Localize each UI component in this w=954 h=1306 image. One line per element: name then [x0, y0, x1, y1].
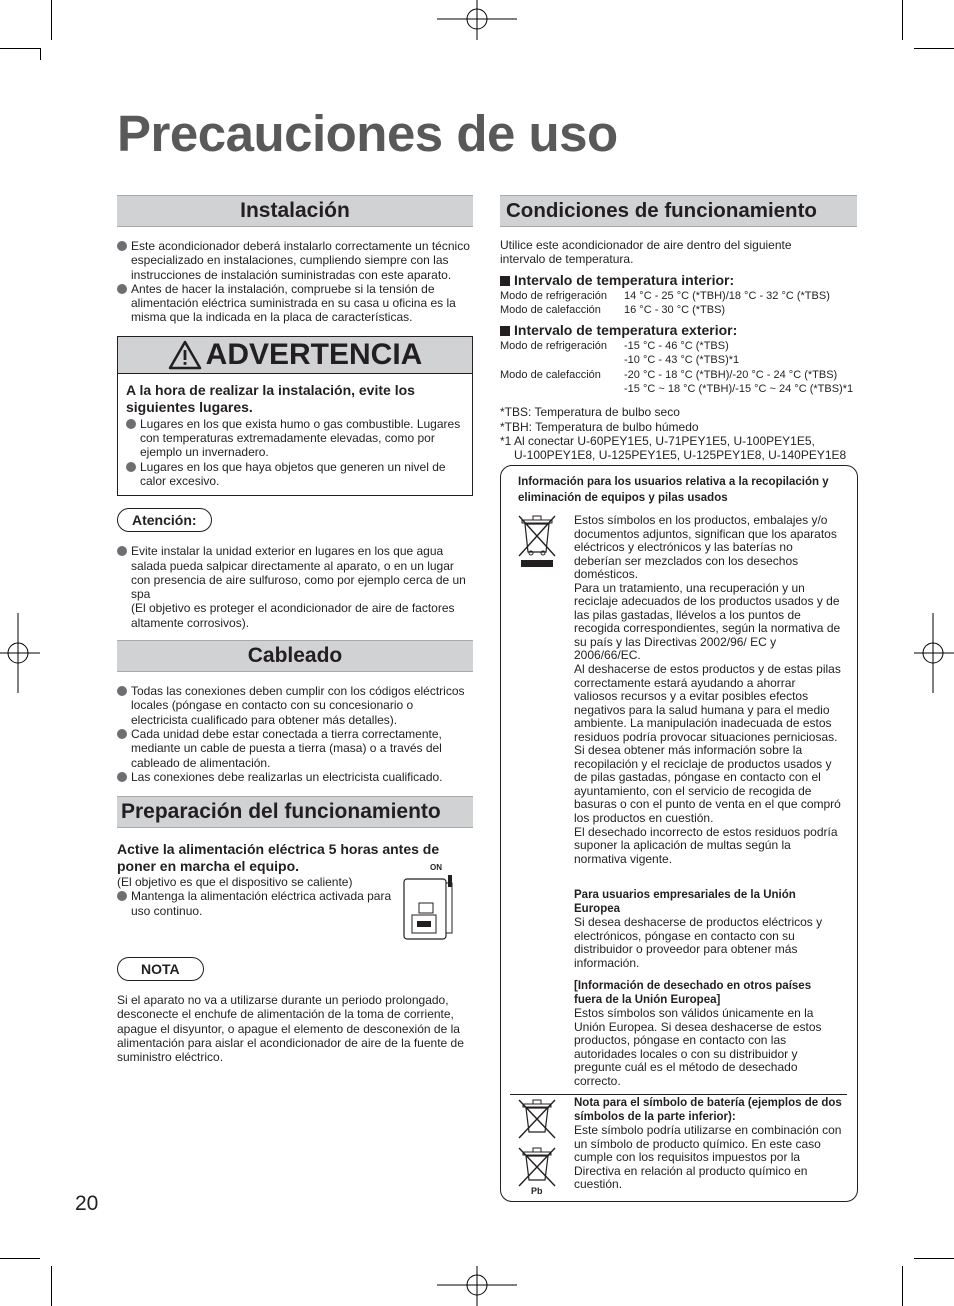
- battery-text: Este símbolo podría utilizarse en combinación con un símbolo de producto químico. En este caso cumple con los requisitos impuestos por la Directiva en relación al producto químico en cuestión.: [574, 1123, 842, 1192]
- preparacion-lead: Active la alimentación eléctrica 5 horas antes de poner en marcha el equipo.: [117, 841, 440, 875]
- disposal-info-box: [500, 465, 858, 1202]
- crossed-bin-battery-icon: [517, 1098, 557, 1142]
- advertencia-box: [117, 336, 473, 496]
- right-column: [500, 195, 857, 463]
- left-column: [117, 195, 473, 1065]
- crop-mark: [914, 48, 954, 49]
- nota-label: NOTA: [117, 957, 204, 981]
- mode-value: -10 °C - 43 °C (*TBS)*1: [624, 354, 740, 367]
- mode-label: Modo de refrigeración: [500, 340, 608, 353]
- interior-table: [500, 289, 857, 318]
- crossed-bin-pb-icon: [517, 1146, 557, 1190]
- preparacion-heading: Preparación del funcionamiento: [117, 796, 473, 828]
- nota-text: Si el aparato no va a utilizarse durante un periodo prolongado, desconecte el enchufe de alimentación de la toma de corriente, apague el disyuntor, o apague el elemento de desconexión de la alimentación para aislar el acondicionador de aire de la fuente de suministro eléctrico.: [117, 993, 464, 1065]
- atencion-label: Atención:: [117, 508, 212, 532]
- instalacion-heading: Instalación: [117, 195, 473, 227]
- list-item: Evite instalar la unidad exterior en lugares en los que agua salada pueda salpicar directamente al aparato, o en un lugar con presencia de aire sulfuroso, como por ejemplo cerca de un spa (El objetivo es proteger el acondicionador de aire de factores altamente corrosivos).: [117, 544, 473, 630]
- list-item: Todas las conexiones deben cumplir con los códigos eléctricos locales (póngase en contacto con su concesionario o electricista cualificado para obtener más detalles).: [117, 684, 473, 727]
- advertencia-title: ADVERTENCIA: [205, 337, 423, 371]
- business-title: Para usuarios empresariales de la Unión Europea: [574, 889, 796, 915]
- square-bullet-icon: [500, 326, 510, 336]
- crop-mark: [40, 48, 41, 60]
- mode-value: 14 °C - 25 °C (*TBH)/18 °C - 32 °C (*TBS): [624, 289, 830, 302]
- outside-eu-text: Estos símbolos son válidos únicamente en la Unión Europea. Si desea deshacerse de estos productos, póngase en contacto con las autoridades locales o con su distribuidor y pregunte cuál es el método de desechado correcto.: [574, 1006, 822, 1088]
- outside-eu-title: [Información de desechado en otros países fuera de la Unión Europea]: [574, 980, 812, 1006]
- advertencia-lead: A la hora de realizar la instalación, evite los siguientes lugares.: [126, 381, 415, 415]
- footnote: *TBH: Temperatura de bulbo húmedo: [500, 419, 699, 434]
- registration-mark: [0, 613, 40, 693]
- crop-mark: [914, 1258, 954, 1259]
- divider: [510, 1094, 847, 1095]
- mode-value: -15 °C ~ 18 °C (*TBH)/-15 °C ~ 24 °C (*TBS)*1: [624, 383, 854, 396]
- mode-label: Modo de refrigeración: [500, 289, 608, 302]
- cableado-heading: Cableado: [117, 640, 473, 672]
- exterior-table: [500, 339, 857, 396]
- list-item: Mantenga la alimentación eléctrica activada para uso continuo.: [117, 889, 392, 918]
- table-row: [500, 339, 857, 353]
- crop-mark: [902, 1266, 903, 1306]
- business-text: Si desea deshacerse de productos eléctricos y electrónicos, póngase en contacto con su distribuidor o proveedor para obtener más información.: [574, 915, 823, 970]
- crop-mark: [902, 0, 903, 40]
- table-row: [500, 289, 857, 303]
- table-row: [500, 382, 857, 396]
- preparacion-note: (El objetivo es que el dispositivo se caliente): [117, 875, 353, 890]
- list-item: Lugares en los que exista humo o gas combustible. Lugares con temperaturas extremadamente elevadas, como por ejemplo un invernadero.: [126, 417, 464, 460]
- registration-mark: [437, 0, 517, 40]
- registration-mark: [914, 613, 954, 693]
- info-body: Estos símbolos en los productos, embalajes y/o documentos adjuntos, significan que los aparatos eléctricos y electrónicos y las baterías no deberían ser mezclados con los desechos domésticos. Para un tratamiento, una recuperación y un reciclaje adecuados de los productos usados y de las pilas gastadas, llévelos a los puntos de recogida correspondientes, según la normativa de su país y las Directivas 2002/96/ EC y 2006/66/EC. Al deshacerse de estos productos y de estas pilas correctamente estará ayudando a ahorrar valiosos recursos y a evitar posibles efectos negativos para la salud humana y para el medio ambiente. La manipulación inadecuada de estos residuos podría provocar situaciones perniciosas. Si desea obtener más información sobre la recopilación y el reciclaje de productos usados y de pilas gastadas, póngase en contacto con el ayuntamiento, con el servicio de recogida de basuras o con el punto de venta en el que compró los productos en cuestión. El desechado incorrecto de estos residuos podría suponer la aplicación de multas según la normativa vigente.: [574, 513, 841, 866]
- exterior-title-row: [500, 322, 857, 339]
- mode-value: -15 °C - 46 °C (*TBS): [624, 340, 729, 353]
- mode-label: Modo de calefacción: [500, 368, 601, 381]
- mode-label: Modo de calefacción: [500, 303, 601, 316]
- footnote: U-100PEY1E8, U-125PEY1E5, U-125PEY1E8, U-140PEY1E8: [514, 448, 847, 463]
- cableado-list: [117, 684, 473, 784]
- table-row: [500, 353, 857, 367]
- advertencia-list: [126, 417, 464, 488]
- info-title: Información para los usuarios relativa a la recopilación y eliminación de equipos y pilas usados: [518, 476, 829, 504]
- battery-title: Nota para el símbolo de batería (ejemplos de dos símbolos de la parte inferior):: [574, 1097, 842, 1123]
- footnotes: [500, 405, 857, 462]
- page-title: Precauciones de uso: [117, 105, 618, 162]
- list-item: Cada unidad debe estar conectada a tierra correctamente, mediante un cable de puesta a tierra (masa) o a través del cableado de alimentación.: [117, 727, 473, 770]
- list-item: Antes de hacer la instalación, compruebe si la tensión de alimentación eléctrica suministrada en su casa u oficina es la misma que la indicada en la placa de características.: [117, 282, 473, 325]
- instalacion-list: [117, 239, 473, 325]
- interior-title-row: [500, 272, 857, 289]
- crop-mark: [0, 48, 40, 49]
- footnote: *1 Al conectar U-60PEY1E5, U-71PEY1E5, U-100PEY1E5,: [500, 433, 815, 448]
- preparacion-list: [117, 889, 392, 918]
- crop-mark: [51, 0, 52, 40]
- crossed-bin-icon: [517, 512, 557, 570]
- interior-title: Intervalo de temperatura interior:: [514, 271, 735, 288]
- page-number: 20: [75, 1192, 99, 1215]
- power-switch-icon: [402, 873, 472, 943]
- power-unit-illustration: [392, 863, 473, 945]
- exterior-title: Intervalo de temperatura exterior:: [514, 322, 738, 339]
- atencion-list: [117, 544, 473, 630]
- advertencia-header: [118, 337, 472, 374]
- list-item: Este acondicionador deberá instalarlo correctamente un técnico especializado en instalaciones, cumpliendo siempre con las instrucciones de instalación suministradas con este aparato.: [117, 239, 473, 282]
- crop-mark: [51, 1266, 52, 1306]
- mode-value: 16 °C - 30 °C (*TBS): [624, 303, 726, 316]
- condiciones-heading: Condiciones de funcionamiento: [500, 195, 857, 227]
- square-bullet-icon: [500, 276, 510, 286]
- switch-on-label: ON: [430, 863, 442, 873]
- table-row: [500, 303, 857, 317]
- mode-value: -20 °C - 18 °C (*TBH)/-20 °C - 24 °C (*TBS): [624, 368, 838, 381]
- footnote: *TBS: Temperatura de bulbo seco: [500, 405, 680, 420]
- warning-icon: [168, 340, 202, 370]
- list-item: Las conexiones debe realizarlas un electricista cualificado.: [117, 770, 473, 784]
- condiciones-intro: Utilice este acondicionador de aire dentro del siguiente intervalo de temperatura.: [500, 238, 792, 267]
- crop-mark: [0, 1258, 40, 1259]
- table-row: [500, 368, 857, 382]
- pb-label: Pb: [531, 1186, 543, 1196]
- list-item: Lugares en los que haya objetos que generen un nivel de calor excesivo.: [126, 460, 464, 489]
- preparacion-section: [117, 841, 473, 945]
- registration-mark: [437, 1266, 517, 1306]
